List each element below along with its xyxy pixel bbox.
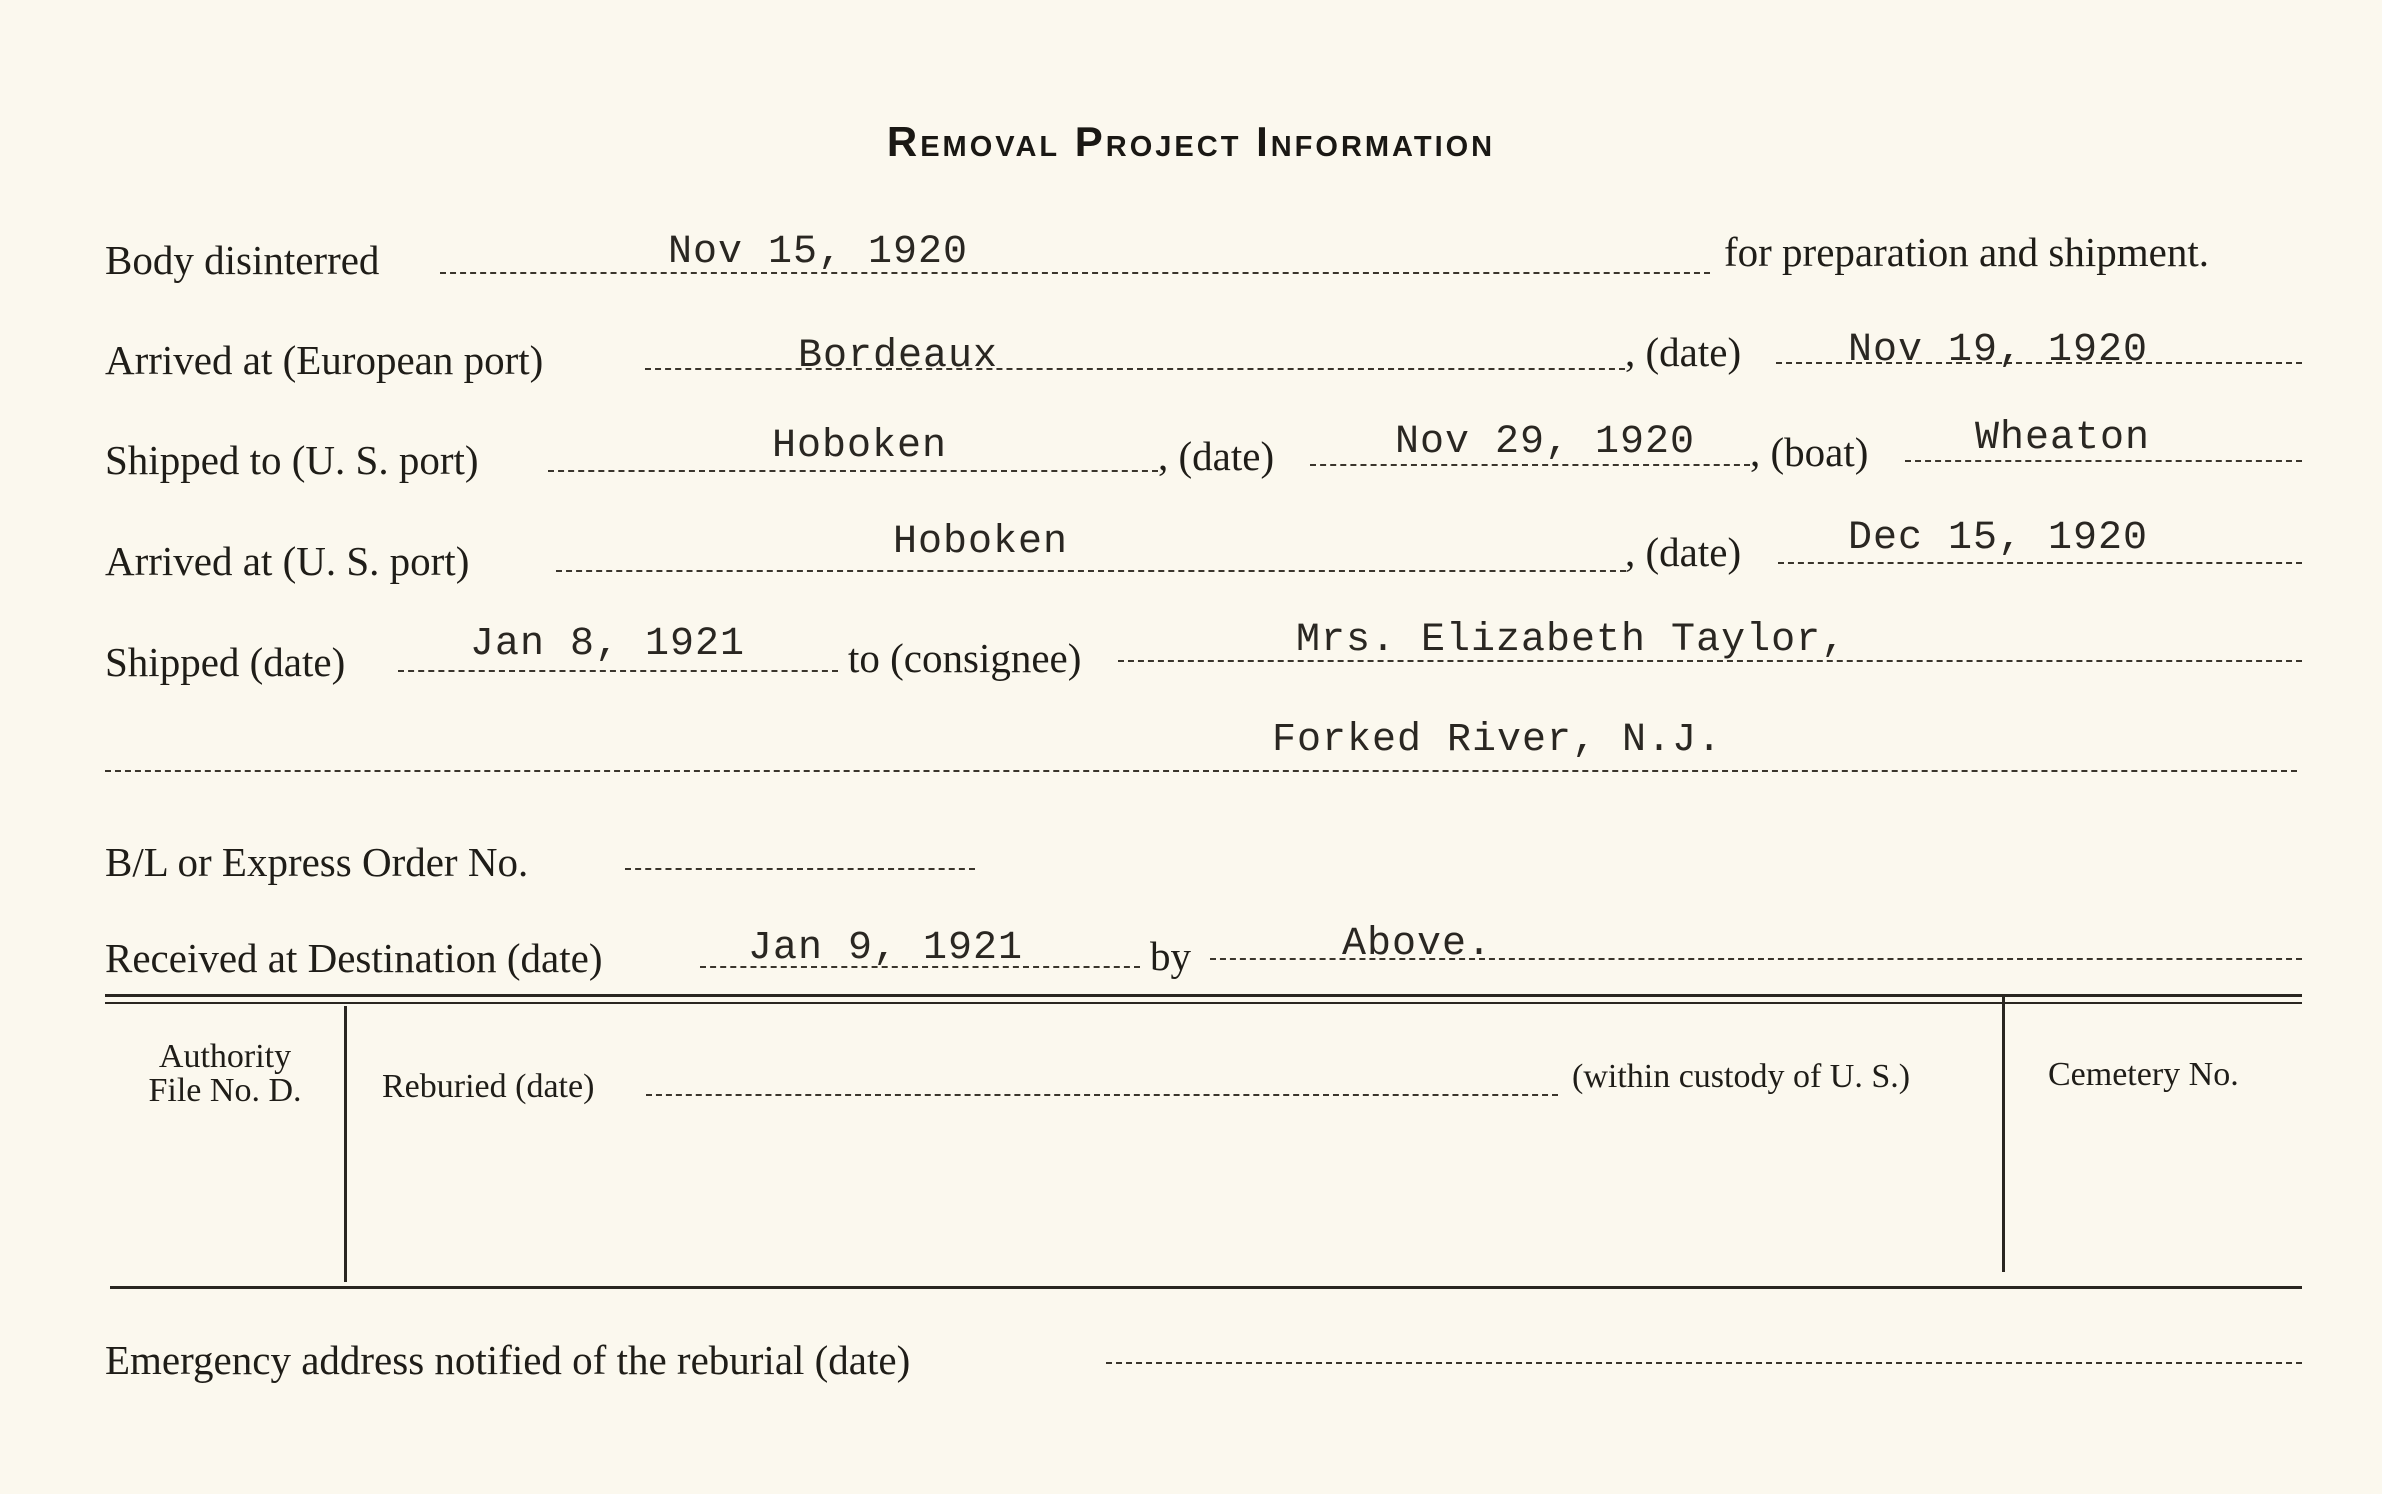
by-label: by bbox=[1150, 933, 1191, 979]
arrived-european-label: Arrived at (European port) bbox=[105, 337, 544, 383]
by-value: Above. bbox=[1342, 922, 1493, 967]
table-bottom-rule bbox=[110, 1286, 2302, 1289]
authority-label-line1: Authority bbox=[158, 1038, 292, 1075]
received-value: Jan 9, 1921 bbox=[748, 926, 1024, 971]
emergency-line bbox=[1106, 1362, 2302, 1364]
shipped-us-value: Hoboken bbox=[772, 424, 948, 469]
arrived-us-date: Dec 15, 1920 bbox=[1848, 516, 2149, 561]
consignee-line2: Forked River, N.J. bbox=[1272, 718, 1723, 763]
form-title: Removal Project Information bbox=[886, 118, 1496, 165]
boat-value: Wheaton bbox=[1975, 416, 2151, 461]
arrived-european-line bbox=[645, 368, 1625, 370]
shipped-us-date-label: , (date) bbox=[1158, 433, 1275, 479]
authority-label-line2: File No. D. bbox=[148, 1072, 302, 1109]
reburied-label: Reburied (date) bbox=[382, 1068, 595, 1105]
arrived-us-date-line bbox=[1778, 562, 2302, 564]
for-preparation-label: for preparation and shipment. bbox=[1724, 229, 2210, 275]
arrived-us-date-label: , (date) bbox=[1625, 529, 1742, 575]
consignee-line1: Mrs. Elizabeth Taylor, bbox=[1296, 618, 1847, 663]
arrived-us-line bbox=[556, 570, 1626, 572]
shipped-date-line bbox=[398, 670, 838, 672]
arrived-us-label: Arrived at (U. S. port) bbox=[105, 538, 470, 584]
custody-label: (within custody of U. S.) bbox=[1572, 1058, 1911, 1095]
shipped-date-label: Shipped (date) bbox=[105, 639, 346, 685]
shipped-us-label: Shipped to (U. S. port) bbox=[105, 437, 479, 483]
consignee-label: to (consignee) bbox=[848, 635, 1082, 681]
boat-label: , (boat) bbox=[1750, 429, 1869, 475]
body-disinterred-line bbox=[440, 272, 1710, 274]
reburied-line bbox=[646, 1094, 1558, 1096]
arrived-us-value: Hoboken bbox=[893, 520, 1069, 565]
arrived-european-date: Nov 19, 1920 bbox=[1848, 328, 2149, 373]
shipped-us-line bbox=[548, 470, 1158, 472]
table-top-rule-2 bbox=[105, 1002, 2302, 1004]
shipped-date-value: Jan 8, 1921 bbox=[470, 622, 746, 667]
arrived-european-value: Bordeaux bbox=[798, 334, 999, 379]
arrived-european-date-label: , (date) bbox=[1625, 329, 1742, 375]
shipped-us-date: Nov 29, 1920 bbox=[1395, 420, 1696, 465]
bl-label: B/L or Express Order No. bbox=[105, 839, 529, 885]
received-label: Received at Destination (date) bbox=[105, 935, 603, 981]
table-top-rule-1 bbox=[105, 994, 2302, 997]
table-divider-right bbox=[2002, 996, 2005, 1272]
consignee-continuation-line bbox=[105, 770, 2297, 772]
bl-line bbox=[625, 868, 975, 870]
emergency-label: Emergency address notified of the reburial (date) bbox=[105, 1337, 911, 1383]
cemetery-label: Cemetery No. bbox=[2048, 1056, 2239, 1093]
body-disinterred-label: Body disinterred bbox=[105, 237, 380, 283]
body-disinterred-value: Nov 15, 1920 bbox=[668, 230, 969, 275]
